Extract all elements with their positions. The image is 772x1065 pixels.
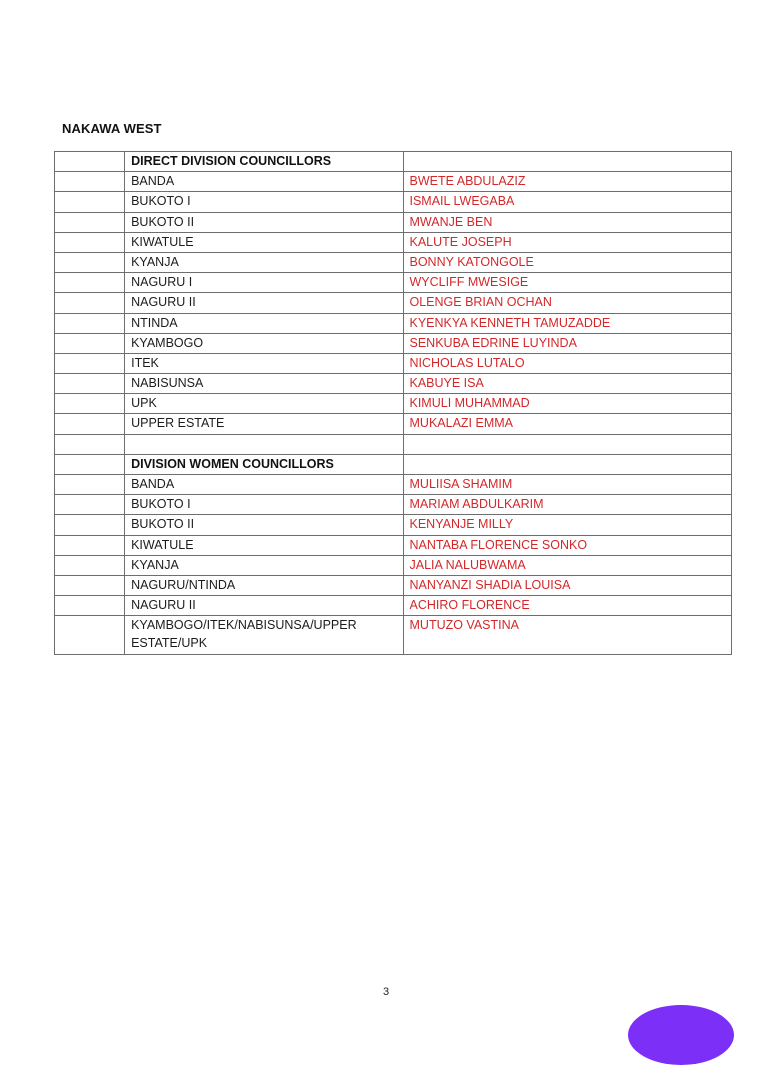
councillor-name-cell: BWETE ABDULAZIZ — [403, 172, 732, 192]
councillor-name-cell: MWANJE BEN — [403, 212, 732, 232]
councillor-name-cell: NANYANZI SHADIA LOUISA — [403, 575, 732, 595]
area-cell: ITEK — [125, 353, 403, 373]
area-cell: BUKOTO II — [125, 515, 403, 535]
councillor-name-cell: JALIA NALUBWAMA — [403, 555, 732, 575]
area-cell: NAGURU I — [125, 273, 403, 293]
councillor-name-cell: NANTABA FLORENCE SONKO — [403, 535, 732, 555]
table-row — [55, 394, 732, 414]
table-row — [55, 515, 732, 535]
empty-cell — [55, 353, 125, 373]
area-cell: NABISUNSA — [125, 374, 403, 394]
councillor-name-cell: WYCLIFF MWESIGE — [403, 273, 732, 293]
councillor-name-cell: SENKUBA EDRINE LUYINDA — [403, 333, 732, 353]
empty-cell — [55, 515, 125, 535]
councillor-name-cell: NICHOLAS LUTALO — [403, 353, 732, 373]
table-row — [55, 535, 732, 555]
councillor-name-cell: MULIISA SHAMIM — [403, 475, 732, 495]
councillor-name-cell: KENYANJE MILLY — [403, 515, 732, 535]
area-cell: BUKOTO I — [125, 192, 403, 212]
councillor-name-cell: MUTUZO VASTINA — [403, 616, 732, 655]
councillor-name-cell: KIMULI MUHAMMAD — [403, 394, 732, 414]
table-row — [55, 212, 732, 232]
empty-cell — [55, 414, 125, 434]
table-row — [55, 495, 732, 515]
table-row — [55, 555, 732, 575]
area-cell: UPPER ESTATE — [125, 414, 403, 434]
empty-cell — [55, 252, 125, 272]
empty-cell — [55, 575, 125, 595]
empty-cell — [125, 434, 403, 454]
councillor-name-cell: KYENKYA KENNETH TAMUZADDE — [403, 313, 732, 333]
table-row — [55, 414, 732, 434]
councillor-name-cell: ISMAIL LWEGABA — [403, 192, 732, 212]
empty-cell — [55, 454, 125, 474]
spacer-row — [55, 434, 732, 454]
councillor-name-cell: KABUYE ISA — [403, 374, 732, 394]
area-cell: KYANJA — [125, 252, 403, 272]
section-title: DIRECT DIVISION COUNCILLORS — [125, 152, 403, 172]
empty-cell — [55, 232, 125, 252]
corner-badge-icon — [628, 1005, 734, 1065]
table-row — [55, 192, 732, 212]
empty-cell — [55, 616, 125, 655]
area-cell: BANDA — [125, 172, 403, 192]
table-row — [55, 475, 732, 495]
table-row — [55, 313, 732, 333]
councillors-table — [54, 151, 732, 655]
table-row — [55, 596, 732, 616]
empty-cell — [55, 434, 125, 454]
area-cell: NAGURU/NTINDA — [125, 575, 403, 595]
area-cell: KIWATULE — [125, 232, 403, 252]
empty-cell — [403, 152, 732, 172]
area-cell: NTINDA — [125, 313, 403, 333]
table-row — [55, 252, 732, 272]
table-row — [55, 616, 732, 655]
empty-cell — [55, 313, 125, 333]
empty-cell — [55, 555, 125, 575]
empty-cell — [55, 333, 125, 353]
empty-cell — [55, 152, 125, 172]
empty-cell — [55, 596, 125, 616]
section-header-row — [55, 152, 732, 172]
councillor-name-cell: ACHIRO FLORENCE — [403, 596, 732, 616]
councillor-name-cell: OLENGE BRIAN OCHAN — [403, 293, 732, 313]
empty-cell — [403, 434, 732, 454]
empty-cell — [55, 212, 125, 232]
table-row — [55, 232, 732, 252]
page-number: 3 — [382, 986, 390, 998]
councillor-name-cell: BONNY KATONGOLE — [403, 252, 732, 272]
table-row — [55, 333, 732, 353]
councillor-name-cell: KALUTE JOSEPH — [403, 232, 732, 252]
empty-cell — [403, 454, 732, 474]
area-cell: KIWATULE — [125, 535, 403, 555]
section-header-row — [55, 454, 732, 474]
page-heading: NAKAWA WEST — [62, 121, 162, 136]
empty-cell — [55, 374, 125, 394]
councillor-name-cell: MARIAM ABDULKARIM — [403, 495, 732, 515]
empty-cell — [55, 495, 125, 515]
empty-cell — [55, 192, 125, 212]
section-title: DIVISION WOMEN COUNCILLORS — [125, 454, 403, 474]
table-row — [55, 293, 732, 313]
area-cell: NAGURU II — [125, 293, 403, 313]
area-cell: UPK — [125, 394, 403, 414]
table-row — [55, 575, 732, 595]
area-cell: BUKOTO II — [125, 212, 403, 232]
empty-cell — [55, 273, 125, 293]
table-row — [55, 353, 732, 373]
empty-cell — [55, 394, 125, 414]
councillor-name-cell: MUKALAZI EMMA — [403, 414, 732, 434]
table-row — [55, 374, 732, 394]
empty-cell — [55, 293, 125, 313]
table-row — [55, 172, 732, 192]
area-cell: NAGURU II — [125, 596, 403, 616]
councillors-table-body — [55, 152, 732, 655]
area-cell: KYANJA — [125, 555, 403, 575]
area-cell: KYAMBOGO/ITEK/NABISUNSA/UPPER ESTATE/UPK — [125, 616, 403, 655]
empty-cell — [55, 475, 125, 495]
empty-cell — [55, 172, 125, 192]
area-cell: BUKOTO I — [125, 495, 403, 515]
area-cell: BANDA — [125, 475, 403, 495]
table-row — [55, 273, 732, 293]
empty-cell — [55, 535, 125, 555]
area-cell: KYAMBOGO — [125, 333, 403, 353]
